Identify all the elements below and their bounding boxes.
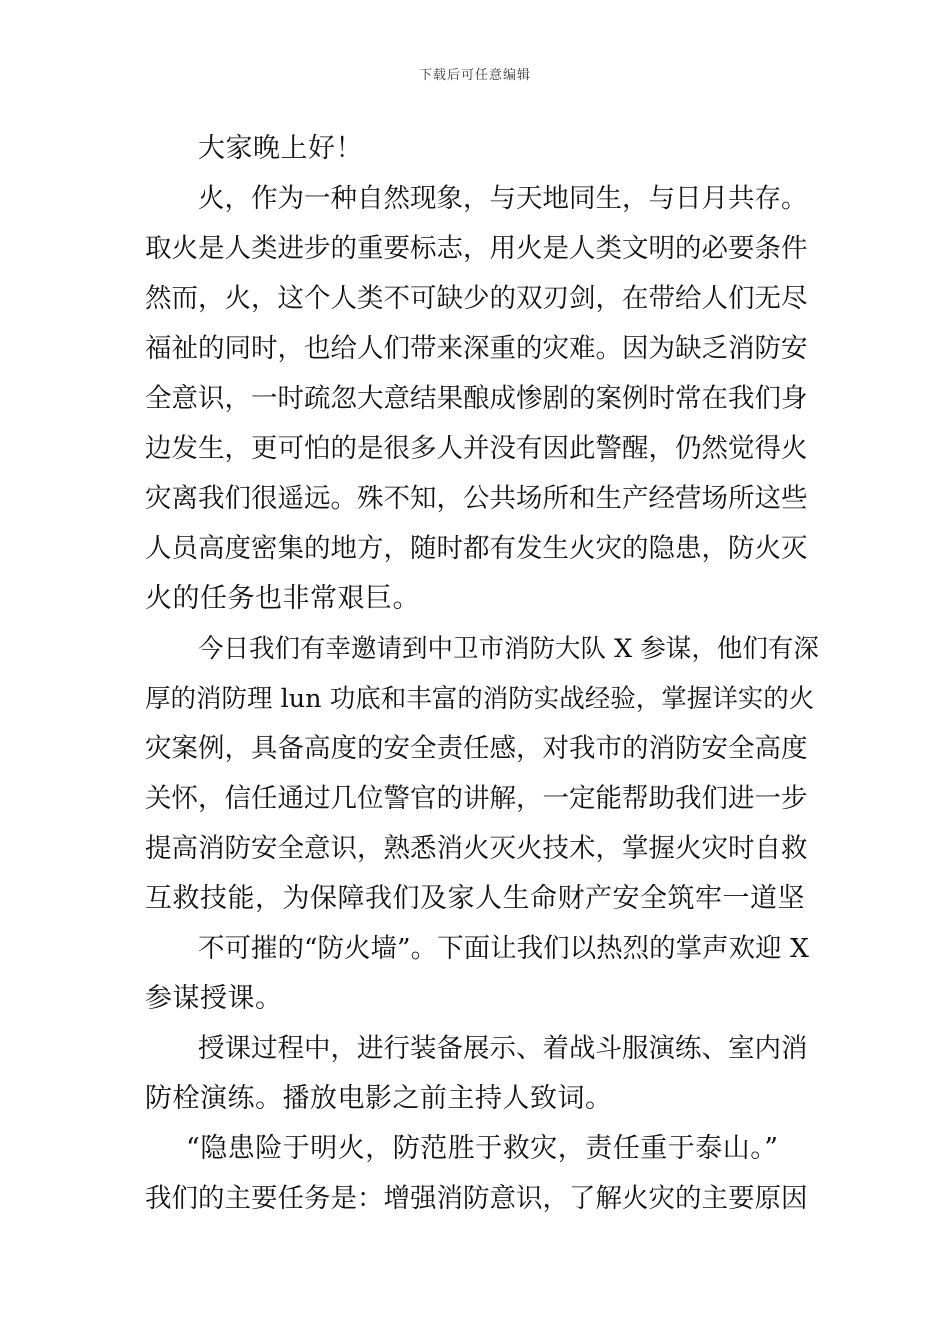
- text-line: 关怀，信任通过几位警官的讲解，一定能帮助我们进一步: [145, 783, 808, 814]
- text-line: 全意识，一时疏忽大意结果酿成惨剧的案例时常在我们身: [145, 383, 808, 414]
- text-line: 灾案例，具备高度的安全责任感，对我市的消防安全高度: [145, 733, 808, 764]
- text-line: 互救技能，为保障我们及家人生命财产安全筑牢一道坚: [145, 883, 805, 914]
- text-line: 提高消防安全意识，熟悉消火灭火技术，掌握火灾时自救: [145, 833, 808, 864]
- text-line: 厚的消防理 lun 功底和丰富的消防实战经验，掌握详实的火: [145, 684, 815, 714]
- text-line: “隐患险于明火，防范胜于救灾，责任重于泰山。”: [186, 1133, 779, 1164]
- text-line: 人员高度密集的地方，随时都有发生火灾的隐患，防火灭: [145, 533, 808, 564]
- text-line: 参谋授课。: [145, 983, 283, 1014]
- text-line: 授课过程中，进行装备展示、着战斗服演练、室内消: [198, 1033, 808, 1064]
- page-header: 下载后可任意编辑: [418, 68, 531, 83]
- text-line: 然而，火，这个人类不可缺少的双刃剑，在带给人们无尽: [145, 283, 808, 314]
- text-line: 防栓演练。播放电影之前主持人致词。: [145, 1083, 613, 1114]
- text-line: 今日我们有幸邀请到中卫市消防大队 X 参谋，他们有深: [198, 634, 819, 664]
- text-line: 火的任务也非常艰巨。: [145, 583, 420, 614]
- text-line: 不可摧的“防火墙”。下面让我们以热烈的掌声欢迎 X: [198, 933, 809, 964]
- text-line: 边发生，更可怕的是很多人并没有因此警醒，仍然觉得火: [145, 433, 808, 464]
- text-line: 我们的主要任务是：增强消防意识，了解火灾的主要原因: [145, 1183, 808, 1214]
- text-line: 灾离我们很遥远。殊不知，公共场所和生产经营场所这些: [145, 483, 808, 514]
- text-line: 福祉的同时，也给人们带来深重的灾难。因为缺乏消防安: [145, 333, 808, 364]
- text-line: 大家晚上好！: [198, 133, 363, 164]
- text-line: 火，作为一种自然现象，与天地同生，与日月共存。: [198, 183, 808, 214]
- text-line: 取火是人类进步的重要标志，用火是人类文明的必要条件: [145, 233, 808, 264]
